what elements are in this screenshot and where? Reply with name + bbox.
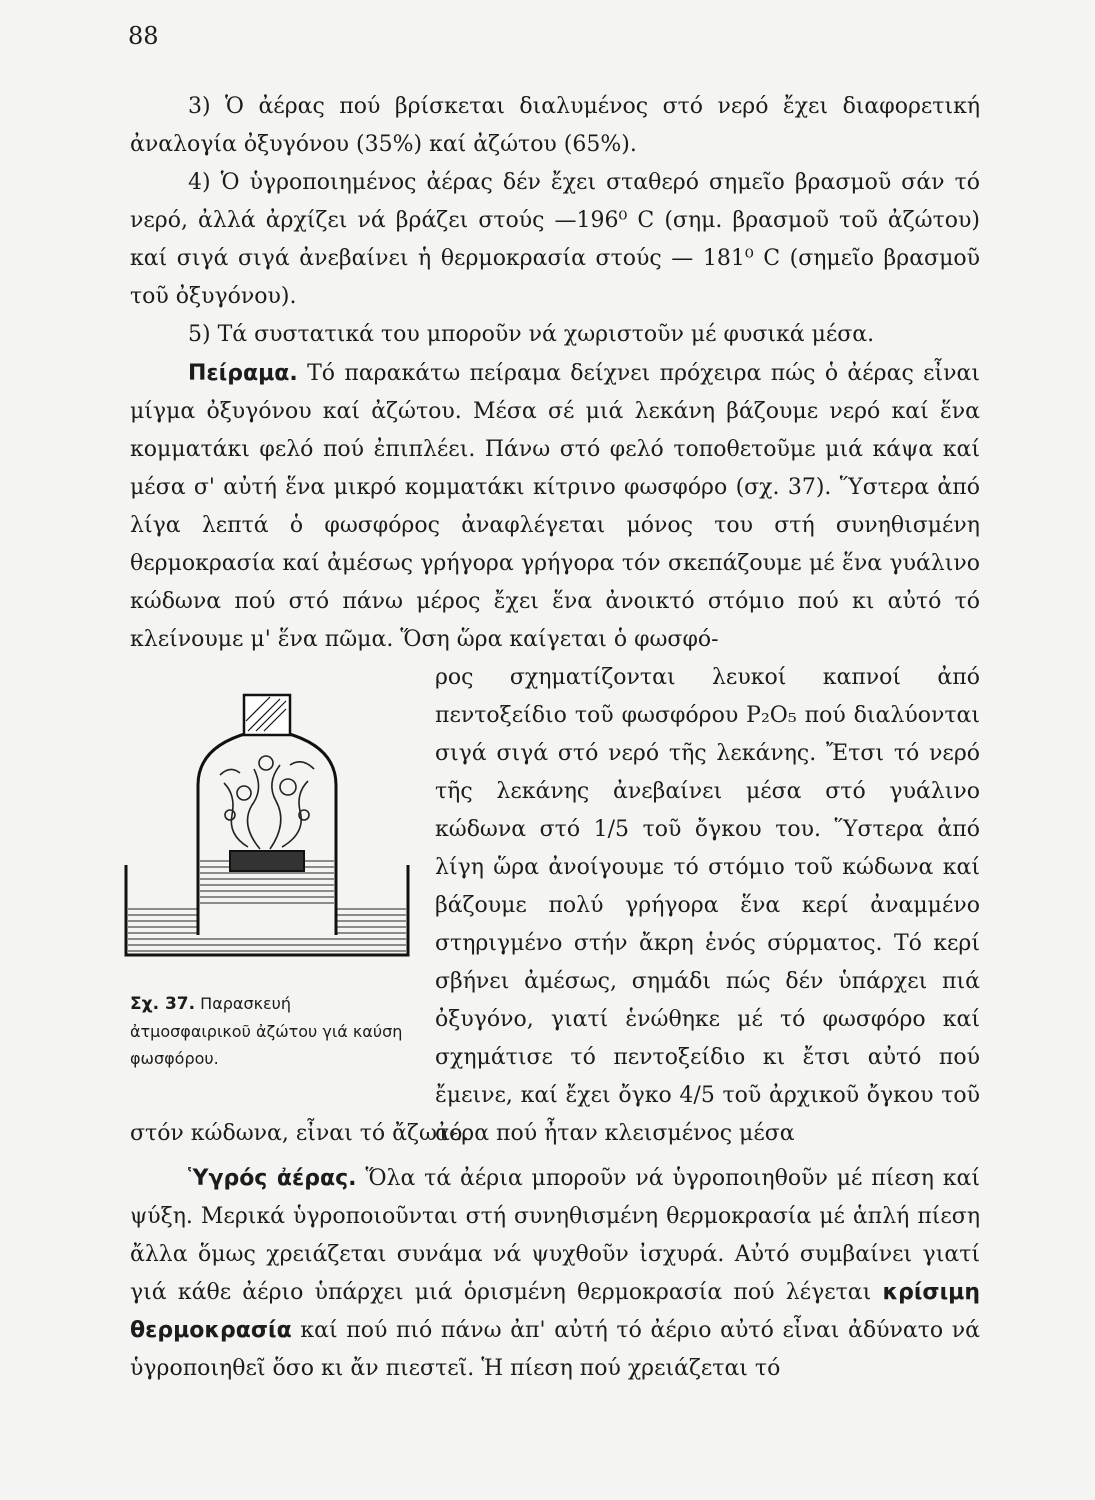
item-4: 4) Ὁ ὑγροποιημένος ἀέρας δέν ἔχει σταθερό σημεῖο βρασμοῦ σάν τό νερό, ἀλλά ἀρχίζει νά βράζει στούς —196⁰ C (σημ. βρασμοῦ τοῦ ἀζώτου) καί σιγά σιγά ἀνεβαίνει ἡ θερμοκρασία στούς — 181⁰ C (σημεῖο βρασμοῦ τοῦ ὀξυγόνου). [130, 170, 980, 309]
experiment-continuation: στόν κώδωνα, εἶναι τό ἄζωτο. [130, 1121, 470, 1146]
figure-37-illustration [120, 665, 420, 965]
liquid-air-heading: Ὑγρός ἀέρας. [188, 1166, 357, 1191]
critical-temperature-term: κρίσιμη θερμοκρασία [130, 1280, 980, 1343]
figure-label: Σχ. 37. [130, 994, 196, 1014]
experiment-right-text: ρος σχηματίζονται λευκοί καπνοί ἀπό πεντοξείδιο τοῦ φωσφόρου P₂O₅ πού διαλύονται σιγά σιγά στό νερό τῆς λεκάνης. Ἔτσι τό νερό τῆς λεκάνης ἀνεβαίνει μέσα στό γυάλινο κώδωνα στό 1/5 τοῦ ὄγκου του. Ὕστερα ἀπό λίγη ὥρα ἀνοίγουμε τό στόμιο τοῦ κώδωνα καί βάζουμε πολύ γρήγορα ἕνα κερί ἀναμμένο στηριγμένο στήν ἄκρη ἑνός σύρματος. Τό κερί σβήνει ἀμέσως, σημάδι πώς δέν ὑπάρχει πιά ὀξυγόνο, γιατί ἑνώθηκε μέ τό φωσφόρο καί σχημάτισε τό πεντοξείδιο κι ἔτσι αὐτό πού ἔμεινε, καί ἔχει ὄγκο 4/5 τοῦ ἀρχικοῦ ὄγκου τοῦ ἀέρα πού ἦταν κλεισμένος μέσα [435, 665, 980, 1146]
experiment-paragraph [130, 355, 980, 659]
liquid-air-paragraph: Ὑγρός ἀέρας. Ὅλα τά ἀέρια μποροῦν νά ὑγροποιηθοῦν μέ πίεση καί ψύξη. Μερικά ὑγροποιοῦνται στή συνηθισμένη θερμοκρασία μέ ἁπλή πίεση ἄλλα ὅμως χρειάζεται συνάμα νά ψυχθοῦν ἰσχυρά. Αὐτό συμβαίνει γιατί γιά κάθε ἀέριο ὑπάρχει μιά ὁρισμένη θερμοκρασία πού λέγεται κρίσιμη θερμοκρασία καί πού πιό πάνω ἀπ' αὐτή τό ἀέριο αὐτό εἶναι ἀδύνατο νά ὑγροποιηθεῖ ὅσο κι ἄν πιεστεῖ. Ἡ πίεση πού χρειάζεται τό [130, 1166, 980, 1381]
item-3: 3) Ὁ ἀέρας πού βρίσκεται διαλυμένος στό νερό ἔχει διαφορετική ἀναλογία ὀξυγόνου (35%) καί ἀζώτου (65%). [130, 94, 980, 157]
experiment-heading: Πείραμα. [188, 361, 298, 386]
experiment-right-column [435, 659, 980, 1153]
figure-caption-text: Παρασκευή ἀτμοσφαιρικοῦ ἀζώτου γιά καύση φωσφόρου. [130, 994, 403, 1068]
experiment-text: Τό παρακάτω πείραμα δείχνει πρόχειρα πώς ὁ ἀέρας εἶναι μίγμα ὀξυγόνου καί ἀζώτου. Μέσα σέ μιά λεκάνη βάζουμε νερό καί ἕνα κομματάκι φελό πού ἐπιπλέει. Πάνω στό φελό τοποθετοῦμε μιά κάψα καί μέσα σ' αὐτή ἕνα μικρό κομματάκι κίτρινο φωσφόρο (σχ. 37). Ὕστερα ἀπό λίγα λεπτά ὁ φωσφόρος ἀναφλέγεται μόνος του στή συνηθισμένη θερμοκρασία καί ἀμέσως γρήγορα γρήγορα τόν σκεπάζουμε μέ ἕνα γυάλινο κώδωνα πού στό πάνω μέρος ἔχει ἕνα ἀνοικτό στόμιο πού κι αὐτό τό κλείνουμε μ' ἕνα πῶμα. Ὅση ὥρα καίγεται ὁ φωσφό- [130, 361, 980, 652]
numbered-items [130, 88, 980, 354]
page-number: 88 [128, 22, 159, 50]
item-5: 5) Τά συστατικά του μποροῦν νά χωριστοῦν μέ φυσικά μέσα. [188, 322, 875, 347]
figure-37-caption [130, 990, 410, 1072]
